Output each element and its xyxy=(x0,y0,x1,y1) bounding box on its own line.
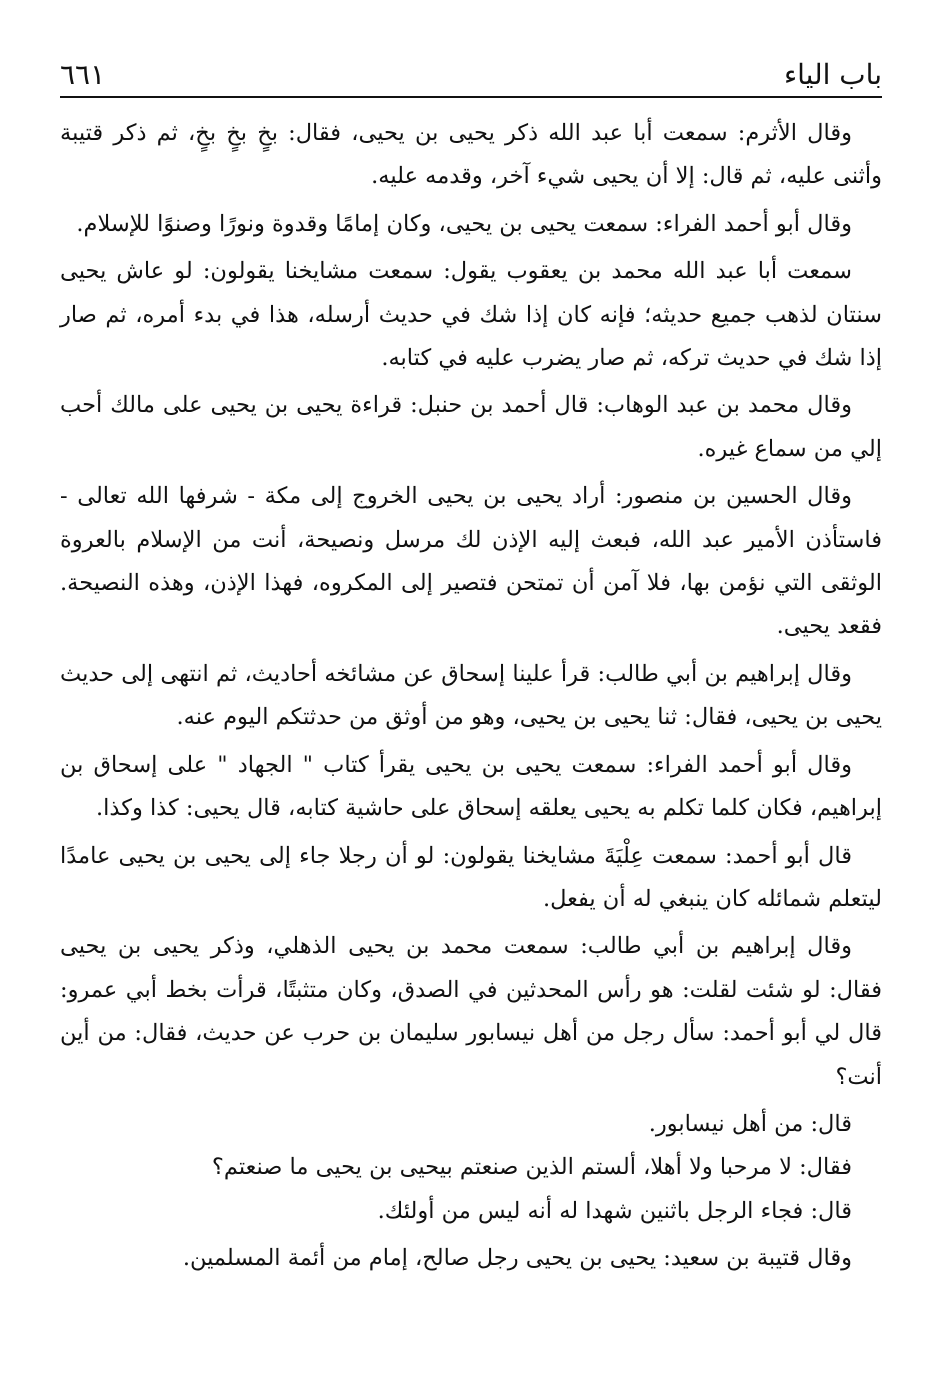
dialogue-line: قال: من أهل نيسابور. xyxy=(648,1110,852,1137)
paragraph-farra-imam: وقال أبو أحمد الفراء: سمعت يحيى بن يحيى، وكان إمامًا وقدوة ونورًا وصنوًا للإسلام. xyxy=(76,210,852,237)
dialogue-line: فقال: لا مرحبا ولا أهلا، ألستم الذين صنعتم بيحيى بن يحيى ما صنعتم؟ xyxy=(211,1154,852,1181)
paragraph-husayn: وقال الحسين بن منصور: أراد يحيى بن يحيى الخروج إلى مكة - شرفها الله تعالى - فاستأذن الأمير عبد الله، فبعث إليه الإذن لك مرسل ونصيحة، أنت من الإسلام بالعروة الوثقى التي نؤمن بها، فلا آمن أن تمتحن فتصير إلى المكروه، فهذا الإذن، وهذه النصيحة. فقعد يحيى. xyxy=(60,483,882,640)
paragraph-yaqub: سمعت أبا عبد الله محمد بن يعقوب يقول: سمعت مشايخنا يقولون: لو عاش يحيى سنتان لذهب جميع حديثه؛ فإنه كان إذا شك في حديث أرسله، هذا في بدء أمره، ثم صار إذا شك في حديث تركه، ثم صار يضرب عليه في كتابه. xyxy=(60,258,882,372)
paragraph-dhuhli: وقال إبراهيم بن أبي طالب: سمعت محمد بن يحيى الذهلي، وذكر يحيى بن يحيى فقال: لو شئت لقلت: هو رأس المحدثين في الصدق، وكان متثبتًا، قرأت بخط أبي عمرو: قال لي أبو أحمد: سأل رجل من أهل نيسابور سليمان بن حرب عن حديث، فقال: من أين أنت؟ xyxy=(60,933,882,1090)
paragraph-ibrahim-ishaq: وقال إبراهيم بن أبي طالب: قرأ علينا إسحاق عن مشائخه أحاديث، ثم انتهى إلى حديث يحيى بن يحيى، فقال: ثنا يحيى بن يحيى، وهو من أوثق من حدثتكم اليوم عنه. xyxy=(60,660,882,731)
dialogue-line: قال: فجاء الرجل باثنين شهدا له أنه ليس من أولئك. xyxy=(377,1197,852,1224)
main-text xyxy=(60,112,882,1281)
paragraph-farra-jihad: وقال أبو أحمد الفراء: سمعت يحيى بن يحيى يقرأ كتاب " الجهاد " على إسحاق بن إبراهيم، فكان كلما تكلم به يحيى يعلقه إسحاق على حاشية كتابه، قال يحيى: كذا وكذا. xyxy=(60,751,882,822)
paragraph-qutayba: وقال قتيبة بن سعيد: يحيى بن يحيى رجل صالح، إمام من أئمة المسلمين. xyxy=(182,1245,852,1272)
header-divider xyxy=(60,96,882,98)
page-number: ٦٦١ xyxy=(60,58,106,91)
paragraph-abu-ahmad: قال أبو أحمد: سمعت عِلْيَةَ مشايخنا يقولون: لو أن رجلا جاء إلى يحيى بن يحيى عامدًا ليتعلم شمائله كان ينبغي له أن يفعل. xyxy=(60,842,882,912)
running-header xyxy=(60,56,882,96)
paragraph-abdulwahhab: وقال محمد بن عبد الوهاب: قال أحمد بن حنبل: قراءة يحيى بن يحيى على مالك أحب إلي من سماع غيره. xyxy=(60,392,882,462)
paragraph-athram: وقال الأثرم: سمعت أبا عبد الله ذكر يحيى بن يحيى، فقال: بخٍ بخٍ بخٍ، ثم ذكر قتيبة وأثنى عليه، ثم قال: إلا أن يحيى شيء آخر، وقدمه عليه. xyxy=(60,120,882,190)
chapter-title: باب الياء xyxy=(783,58,882,91)
